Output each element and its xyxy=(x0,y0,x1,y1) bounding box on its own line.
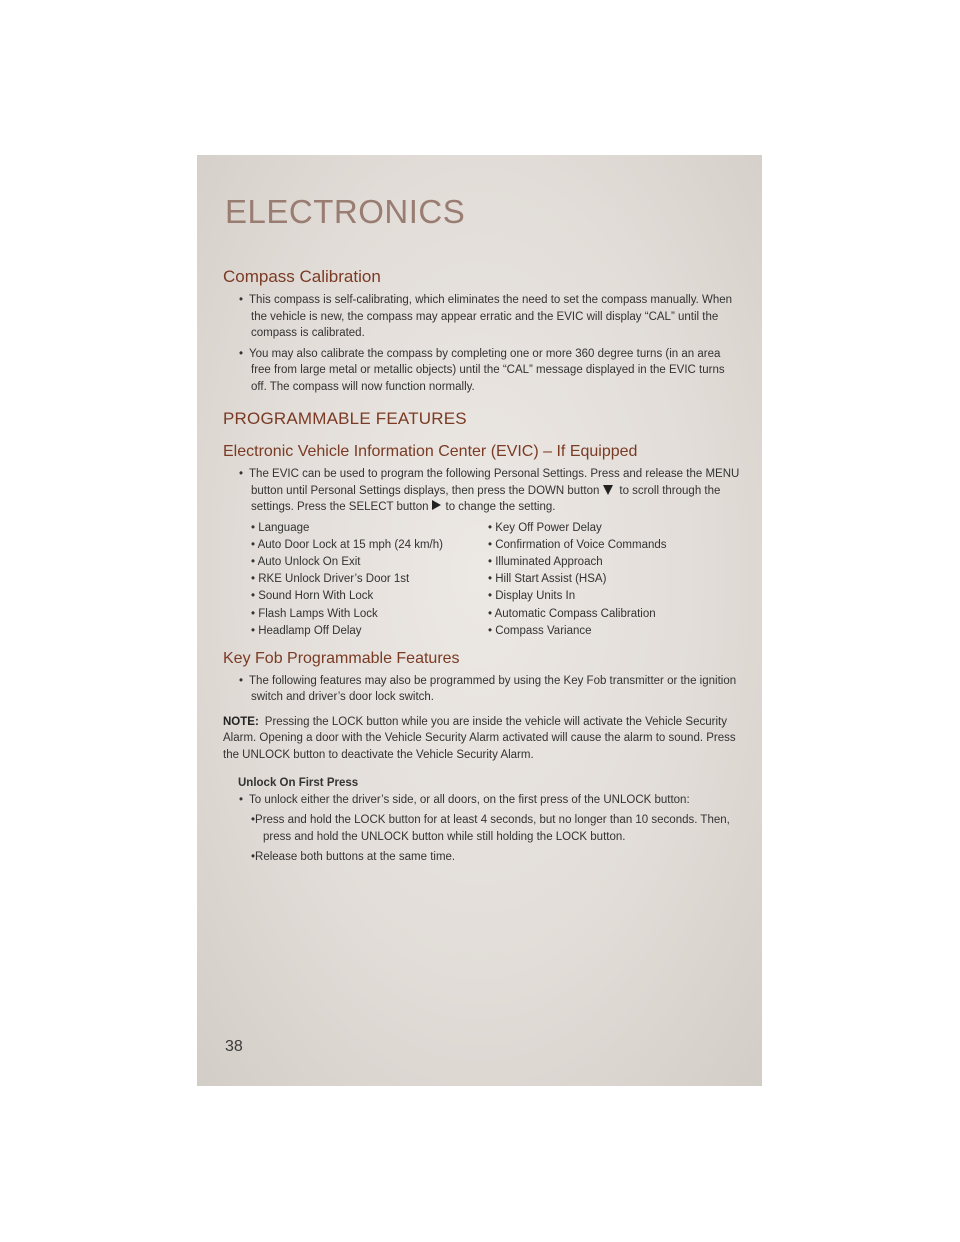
compass-bullet-1: • This compass is self-calibrating, which eliminates the need to set the compass manually. When the vehicle is new, the compass may appear erratic and the EVIC will display “CAL” until the compass is calibrated. xyxy=(239,294,733,339)
down-arrow-icon xyxy=(603,485,613,495)
key-fob-bullet: • The following features may also be programmed by using the Key Fob transmitter or the ignition switch and driver’s door lock switch. xyxy=(239,674,737,703)
setting-item: • Key Off Power Delay xyxy=(488,521,602,534)
page-number: 38 xyxy=(225,1038,243,1055)
setting-item: • Hill Start Assist (HSA) xyxy=(488,573,607,586)
compass-calibration-heading: Compass Calibration xyxy=(223,267,381,286)
bullet-dot: • xyxy=(239,347,244,360)
page-content xyxy=(223,267,743,870)
personal-settings-list xyxy=(251,520,743,638)
setting-item: • Auto Unlock On Exit xyxy=(251,555,361,568)
unlock-sub-bullet-2: •Release both buttons at the same time. xyxy=(251,851,456,863)
bullet-dot: • xyxy=(239,294,244,306)
setting-item: • Sound Horn With Lock xyxy=(251,590,374,603)
setting-item: • Headlamp Off Delay xyxy=(251,624,362,637)
setting-item: • Language xyxy=(251,521,310,534)
settings-left-column xyxy=(251,520,443,640)
bullet-dot: • xyxy=(239,793,244,806)
unlock-bullet: • To unlock either the driver’s side, or all doors, on the first press of the UNLOCK button: xyxy=(239,793,690,806)
setting-item: • Display Units In xyxy=(488,590,576,603)
bullet-dot: • xyxy=(251,851,256,863)
settings-right-column xyxy=(488,520,667,640)
note-text: Pressing the LOCK button while you are inside the vehicle will activate the Vehicle Security Alarm. Opening a door with the Vehicle Security Alarm activated will cause the alarm to sound. Press the UNLOCK button to deactivate the Vehicle Security Alarm. xyxy=(223,715,736,761)
setting-item: • Automatic Compass Calibration xyxy=(488,607,656,620)
setting-item: • Auto Door Lock at 15 mph (24 km/h) xyxy=(251,538,443,551)
bullet-dot: • xyxy=(251,814,256,826)
setting-item: • Compass Variance xyxy=(488,624,592,637)
evic-intro: • The EVIC can be used to program the following Personal Settings. Press and release the MENU button until Personal Settings displays, then press the DOWN button to scroll through the settings. Press the SELECT button to change the setting. xyxy=(239,468,740,513)
bullet-dot: • xyxy=(239,674,244,687)
setting-item: • Confirmation of Voice Commands xyxy=(488,538,667,551)
bullet-dot: • xyxy=(239,468,244,480)
note-paragraph xyxy=(223,714,743,764)
evic-heading: Electronic Vehicle Information Center (EVIC) – If Equipped xyxy=(223,443,638,460)
programmable-features-heading: PROGRAMMABLE FEATURES xyxy=(223,409,467,428)
key-fob-heading: Key Fob Programmable Features xyxy=(223,649,460,667)
manual-page xyxy=(197,155,762,1086)
right-arrow-icon xyxy=(432,500,441,510)
note-label: NOTE: xyxy=(223,715,259,728)
section-title: ELECTRONICS xyxy=(225,193,466,230)
unlock-first-press-subheading: Unlock On First Press xyxy=(238,777,359,789)
unlock-sub-bullet-1: •Press and hold the LOCK button for at least 4 seconds, but no longer than 10 seconds. Then, press and hold the UNLOCK button while still holding the LOCK button. xyxy=(251,814,730,843)
setting-item: • Illuminated Approach xyxy=(488,555,603,568)
setting-item: • RKE Unlock Driver’s Door 1st xyxy=(251,573,410,586)
compass-bullet-2: • You may also calibrate the compass by completing one or more 360 degree turns (in an area free from large metal or metallic objects) until the “CAL” message displayed in the EVIC turns off. The compass will now function normally. xyxy=(239,347,725,393)
setting-item: • Flash Lamps With Lock xyxy=(251,607,378,620)
